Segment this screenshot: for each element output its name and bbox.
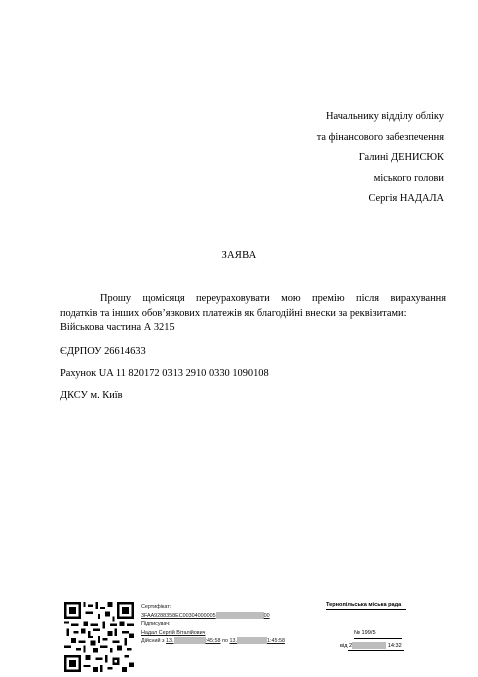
requisite-edrpou: ЄДРПОУ 26614633 bbox=[60, 346, 146, 357]
certificate-label: Сертифікат: bbox=[141, 604, 172, 610]
redacted-area bbox=[237, 637, 267, 644]
redacted-area bbox=[352, 642, 386, 649]
registration-date: від 2 14:32 bbox=[340, 642, 402, 649]
signer-name: Надал Сергій Віталійович bbox=[141, 629, 206, 636]
document-title: ЗАЯВА bbox=[221, 250, 257, 261]
addressee-line: міського голови bbox=[373, 172, 444, 184]
divider bbox=[348, 650, 404, 651]
signature-certificate-block bbox=[141, 603, 285, 646]
addressee-line: Сергія НАДАЛА bbox=[368, 193, 444, 205]
registration-organization: Тернопільська міська рада bbox=[326, 602, 406, 610]
registration-number: № 199/5 bbox=[354, 630, 376, 636]
redacted-area bbox=[174, 637, 206, 644]
addressee-line: Галині ДЕНИСЮК bbox=[358, 152, 444, 164]
requisite-account: Рахунок UA 11 820172 0313 2910 0330 1090108 bbox=[60, 368, 269, 379]
certificate-value: 3FAA9288358EC00304000005 00 bbox=[141, 612, 270, 619]
validity-period: Дійсний з 13. :45:58 по 13. 1:45:58 bbox=[141, 638, 285, 645]
statement-paragraph bbox=[60, 292, 446, 321]
registration-stamp bbox=[326, 602, 406, 649]
requisite-unit: Військова частина А 3215 bbox=[60, 322, 175, 333]
qr-code-icon bbox=[64, 602, 134, 672]
requisite-treasury: ДКСУ м. Київ bbox=[60, 390, 123, 401]
addressee-line: Начальнику відділу обліку bbox=[326, 111, 444, 122]
paragraph-line-1: Прошу щомісяця переураховувати мою премію після вирахування bbox=[100, 293, 446, 304]
redacted-area bbox=[216, 612, 264, 619]
addressee-block bbox=[317, 107, 444, 210]
paragraph-line-2: податків та інших обов’язкових платежів як благодійні внески за реквізитами: bbox=[60, 307, 407, 319]
addressee-line: та фінансового забезпечення bbox=[316, 131, 444, 143]
divider bbox=[354, 638, 402, 639]
signer-label: Підписувач: bbox=[141, 621, 171, 628]
